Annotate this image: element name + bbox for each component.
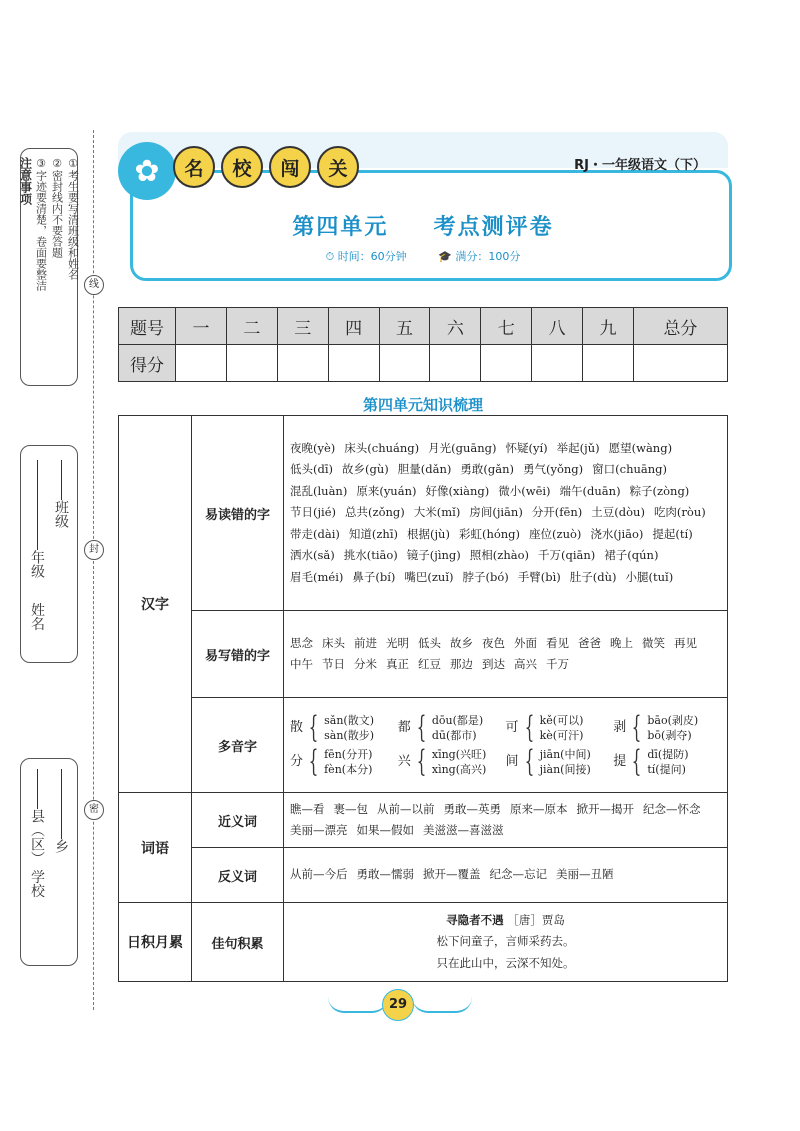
antonym-pair: 纪念—忘记: [489, 867, 547, 882]
column-header: 二: [226, 308, 277, 345]
column-header: 三: [277, 308, 328, 345]
easy-write-word: 外面: [514, 635, 537, 650]
cap-icon: 🎓: [438, 250, 452, 263]
grade-name-field: [29, 460, 45, 630]
score-cell[interactable]: [379, 345, 430, 382]
brace-icon: {: [524, 744, 534, 779]
brace-icon: {: [308, 744, 319, 779]
title-unit: 第四单元: [292, 214, 389, 240]
brace-icon: {: [416, 710, 427, 745]
time-info: [326, 250, 407, 263]
easy-write-word: 晚上: [610, 635, 633, 650]
notice-label: 注意事项: [18, 157, 33, 205]
school-label: 学校: [29, 869, 45, 898]
column-header: 九: [583, 308, 634, 345]
duoyin-list: [284, 698, 728, 793]
section-title: 第四单元知识梳理: [362, 396, 483, 414]
brand-char: 名: [173, 146, 215, 188]
easy-read-word: 千万(qiān): [538, 548, 596, 563]
easy-read-word: 微小(wēi): [498, 483, 551, 498]
easy-read-word: 裙子(qún): [604, 548, 659, 563]
easy-read-word: 大米(mǐ): [413, 505, 461, 520]
question-number-row: [119, 308, 728, 345]
synonym-pair: 如果—假如: [356, 823, 414, 837]
synonym-pair: 纪念—怀念: [643, 801, 701, 816]
easy-write-word: 看见: [546, 635, 569, 650]
easy-read-word: 座位(zuò): [529, 526, 582, 541]
duoyin-item: [397, 744, 506, 779]
duoyin-reading: jiān(中间): [539, 748, 591, 761]
easy-write-list: [284, 611, 728, 698]
seal-line: [93, 130, 94, 1010]
student-info-box: [20, 445, 78, 663]
poem-block: [284, 903, 728, 982]
duoyin-reading: tí(提问): [647, 763, 686, 776]
easy-write-word: 真正: [386, 657, 409, 671]
page-number: 29: [382, 989, 414, 1021]
easy-write-word: 高兴: [514, 657, 537, 671]
easy-read-word: 愿望(wàng): [608, 440, 673, 455]
brand-title: [173, 146, 359, 188]
easy-read-word: 手臂(bì): [517, 569, 561, 584]
duoyin-char: 提: [613, 754, 627, 770]
school-info-box: [20, 758, 78, 966]
swirl-left-icon: [328, 997, 388, 1013]
score-row: [119, 345, 728, 382]
easy-write-word: 千万: [546, 657, 569, 671]
brace-icon: {: [524, 710, 534, 745]
easy-write-word: 中午: [290, 657, 313, 671]
seal-char: 封: [84, 540, 104, 560]
easy-read-word: 举起(jǔ): [556, 440, 600, 455]
column-header: 七: [481, 308, 532, 345]
duoyin-char: 都: [397, 720, 411, 736]
easy-read-word: 房间(jiān): [469, 505, 523, 520]
duoyin-reading: dōu(都是): [431, 714, 484, 727]
score-cell[interactable]: [633, 345, 727, 382]
sub-poem: 佳句积累: [192, 903, 284, 982]
synonym-pair: 原来—原本: [510, 801, 568, 816]
duoyin-char: 间: [505, 754, 519, 770]
easy-read-word: 彩虹(hóng): [458, 526, 521, 541]
easy-write-word: 红豆: [418, 657, 441, 671]
duoyin-char: 兴: [397, 754, 411, 770]
score-cell[interactable]: [226, 345, 277, 382]
duoyin-reading: bāo(剥皮): [647, 714, 699, 727]
easy-read-word: 洒水(sǎ): [290, 548, 335, 563]
easy-read-word: 嘴巴(zuǐ): [404, 569, 454, 584]
easy-write-word: 思念: [290, 635, 313, 650]
knowledge-table: [118, 415, 728, 982]
easy-write-word: 故乡: [450, 635, 473, 650]
knowledge-row: [119, 611, 728, 698]
easy-read-word: 月光(guāng): [428, 440, 497, 455]
easy-write-word: 节日: [322, 657, 345, 671]
class-field: [53, 460, 69, 630]
antonym-pair: 从前—今后: [290, 867, 348, 882]
duoyin-char: 剥: [613, 720, 627, 736]
easy-read-word: 根据(jù): [407, 526, 450, 541]
sub-easy-read: 易读错的字: [192, 416, 284, 611]
easy-read-word: 勇敢(gǎn): [460, 462, 514, 477]
easy-read-word: 节日(jié): [290, 505, 337, 520]
brand-char: 校: [221, 146, 263, 188]
poem-heading: [290, 910, 721, 932]
easy-read-word: 胆量(dǎn): [397, 462, 452, 477]
duoyin-reading: fēn(分开): [324, 748, 373, 761]
sub-synonym: 近义词: [192, 793, 284, 848]
easy-read-word: 怀疑(yí): [505, 440, 548, 455]
duoyin-item: [505, 744, 614, 779]
score-cell[interactable]: [583, 345, 634, 382]
easy-read-word: 肚子(dù): [569, 569, 617, 584]
duoyin-reading: xìng(高兴): [431, 763, 487, 776]
seal-char: 线: [84, 275, 104, 295]
synonym-pair: 掀开—揭开: [576, 801, 634, 816]
synonym-pair: 瞧—看: [290, 801, 325, 816]
score-cell[interactable]: [532, 345, 583, 382]
easy-read-word: 小腿(tuǐ): [625, 569, 674, 584]
duoyin-reading: jiàn(间接): [539, 763, 591, 776]
score-cell[interactable]: [328, 345, 379, 382]
brace-icon: {: [416, 744, 427, 779]
easy-write-word: 前进: [354, 635, 377, 650]
antonym-pair: 掀开—覆盖: [423, 867, 481, 882]
duoyin-item: [397, 710, 506, 745]
easy-read-word: 床头(chuáng): [344, 440, 420, 455]
exam-meta: [118, 248, 728, 264]
notice-item: ①考生要写清班级和姓名: [66, 157, 80, 280]
easy-read-word: 吃肉(ròu): [653, 505, 706, 520]
easy-read-word: 眉毛(méi): [290, 569, 344, 584]
easy-read-word: 挑水(tiāo): [343, 548, 398, 563]
synonym-list: [284, 793, 728, 848]
synonym-pair: 从前—以前: [377, 801, 435, 816]
easy-write-word: 微笑: [642, 635, 665, 650]
easy-write-word: 低头: [418, 635, 441, 650]
column-header: 一: [176, 308, 227, 345]
easy-read-word: 粽子(zòng): [629, 483, 690, 498]
category-daily: 日积月累: [119, 903, 192, 982]
duoyin-reading: sǎn(散文): [324, 714, 374, 727]
easy-read-word: 端午(duān): [559, 483, 621, 498]
synonym-pair: 美丽—漂亮: [290, 823, 348, 837]
easy-read-word: 带走(dài): [290, 526, 340, 541]
column-header: 六: [430, 308, 481, 345]
brace-icon: {: [308, 710, 319, 745]
brace-icon: {: [632, 710, 642, 745]
row-label: 得分: [119, 345, 176, 382]
name-label: 姓名: [29, 602, 45, 631]
easy-read-word: 脖子(bó): [462, 569, 509, 584]
easy-read-word: 土豆(dòu): [591, 505, 645, 520]
poem-line: 松下问童子，言师采药去。: [436, 934, 575, 949]
score-text: 满分：100分: [455, 250, 521, 263]
category-hanzi: 汉字: [119, 416, 192, 793]
duoyin-reading: sàn(散步): [324, 729, 374, 742]
exam-header: [118, 132, 728, 282]
duoyin-item: [613, 744, 721, 779]
easy-write-word: 夜色: [482, 635, 505, 650]
duoyin-char: 可: [505, 720, 519, 736]
duoyin-reading: dū(都市): [431, 729, 477, 742]
duoyin-reading: kě(可以): [539, 714, 584, 727]
easy-read-word: 勇气(yǒng): [522, 462, 584, 477]
easy-write-word: 再见: [674, 635, 697, 650]
easy-read-word: 照相(zhào): [469, 548, 530, 563]
poem-author: ［唐］贾岛: [507, 912, 565, 927]
easy-read-word: 鼻子(bí): [352, 569, 396, 584]
easy-read-word: 故乡(gù): [342, 462, 389, 477]
easy-write-word: 爸爸: [578, 635, 601, 650]
category-ciyu: 词语: [119, 793, 192, 903]
easy-read-word: 提起(tí): [652, 526, 693, 541]
duoyin-reading: xīng(兴旺): [431, 748, 487, 761]
knowledge-row: [119, 416, 728, 611]
easy-write-word: 光明: [386, 635, 409, 650]
seal-char: 密: [84, 800, 104, 820]
county-label: 县（区）: [29, 809, 45, 865]
grade-label: 年级: [29, 550, 45, 578]
easy-read-word: 分开(fēn): [531, 505, 583, 520]
title-exam: 考点测评卷: [433, 214, 554, 240]
county-school-field: [29, 769, 45, 897]
brace-icon: {: [632, 744, 642, 779]
notice-box: [20, 148, 78, 386]
easy-read-word: 总共(zǒng): [345, 505, 405, 520]
time-text: 时间：60分钟: [337, 250, 407, 263]
easy-read-word: 混乱(luàn): [290, 483, 348, 498]
notice-item: ②密封线内不要答题: [50, 157, 64, 258]
duoyin-item: [505, 710, 614, 745]
knowledge-row: [119, 903, 728, 982]
page-footer: [340, 985, 460, 1025]
page-title: [118, 210, 728, 241]
score-cell[interactable]: [481, 345, 532, 382]
antonym-list: [284, 848, 728, 903]
synonym-pair: 裹—包: [333, 801, 368, 816]
column-header: 总分: [633, 308, 727, 345]
easy-write-word: 分米: [354, 657, 377, 671]
knowledge-row: [119, 793, 728, 848]
easy-read-word: 浇水(jiāo): [590, 526, 644, 541]
score-cell[interactable]: [430, 345, 481, 382]
score-cell[interactable]: [277, 345, 328, 382]
duoyin-item: [290, 710, 398, 745]
column-header: 四: [328, 308, 379, 345]
duoyin-reading: fèn(本分): [324, 763, 373, 776]
duoyin-item: [613, 710, 721, 745]
sub-antonym: 反义词: [192, 848, 284, 903]
column-header: 八: [532, 308, 583, 345]
easy-read-word: 夜晚(yè): [290, 440, 336, 455]
score-table: [118, 307, 728, 382]
knowledge-row: [119, 848, 728, 903]
easy-read-word: 知道(zhī): [348, 526, 398, 541]
easy-write-word: 那边: [450, 657, 473, 671]
easy-read-list: [284, 416, 728, 611]
township-field: [53, 769, 69, 897]
score-cell[interactable]: [176, 345, 227, 382]
sub-easy-write: 易写错的字: [192, 611, 284, 698]
antonym-pair: 勇敢—懦弱: [356, 867, 414, 882]
poem-line: 只在此山中，云深不知处。: [436, 955, 575, 970]
swirl-right-icon: [412, 997, 472, 1013]
antonym-pair: 美丽—丑陋: [556, 867, 614, 882]
easy-write-word: 床头: [322, 635, 345, 650]
duoyin-reading: kè(可汗): [539, 729, 584, 742]
notice-item: ③字迹要清楚，卷面要整洁: [34, 157, 48, 291]
easy-read-word: 低头(dī): [290, 462, 334, 477]
synonym-pair: 美滋滋—喜滋滋: [423, 823, 504, 837]
duoyin-reading: bō(剥夺): [647, 729, 692, 742]
owl-logo-icon: ✿: [118, 142, 176, 200]
synonym-pair: 勇敢—英勇: [443, 801, 501, 816]
score-info: [438, 250, 520, 263]
duoyin-item: [290, 744, 398, 779]
brand-char: 闯: [269, 146, 311, 188]
duoyin-char: 散: [290, 720, 304, 736]
easy-read-word: 好像(xiàng): [425, 483, 490, 498]
grade-info: RJ・一年级语文（下）: [574, 158, 706, 173]
easy-write-word: 到达: [482, 657, 505, 671]
township-label: 乡: [53, 839, 69, 853]
duoyin-reading: dī(提防): [647, 748, 689, 761]
class-label: 班级: [53, 500, 69, 528]
duoyin-char: 分: [290, 754, 304, 770]
easy-read-word: 原来(yuán): [356, 483, 417, 498]
sub-duoyin: 多音字: [192, 698, 284, 793]
easy-read-word: 窗口(chuāng): [592, 462, 668, 477]
knowledge-row: [119, 698, 728, 793]
column-header: 五: [379, 308, 430, 345]
brand-char: 关: [317, 146, 359, 188]
poem-title: 寻隐者不遇: [446, 912, 504, 927]
row-label: 题号: [119, 308, 176, 345]
easy-read-word: 镜子(jìng): [406, 548, 461, 563]
clock-icon: ⏱: [325, 250, 335, 263]
